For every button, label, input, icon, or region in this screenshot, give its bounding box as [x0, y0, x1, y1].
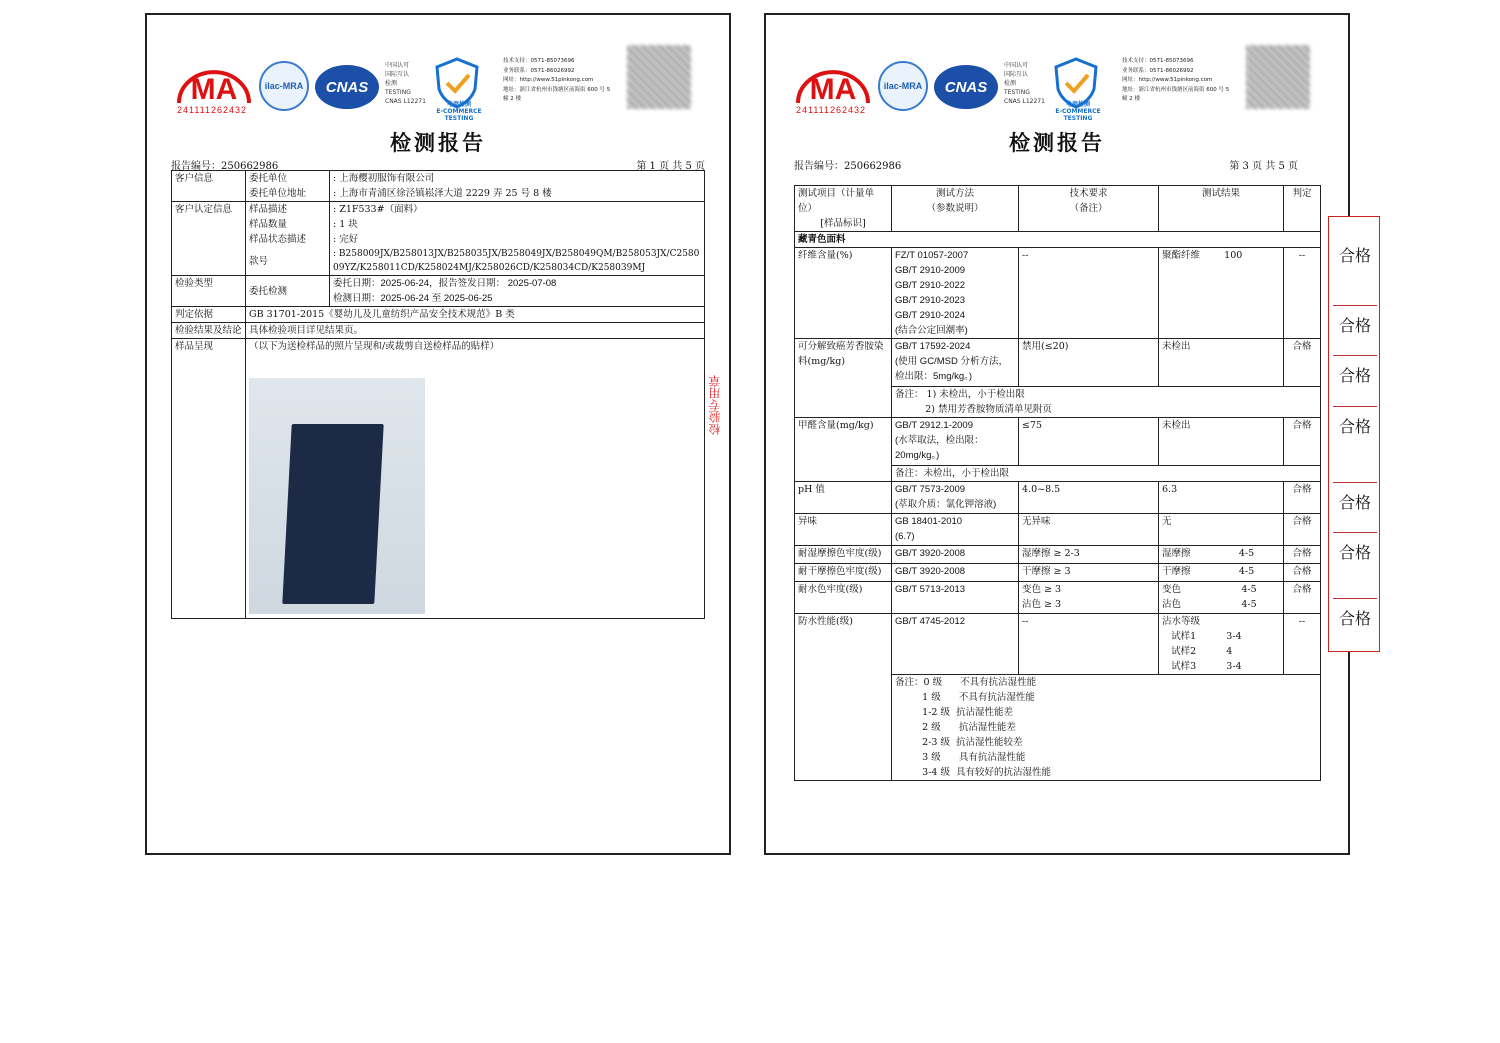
- inspect-type-value: 委托检测: [246, 276, 330, 307]
- fabric-sample: [282, 424, 383, 604]
- empty-cell: [795, 387, 892, 418]
- test-results-table: [794, 185, 1321, 781]
- cell-item: 耐水色牢度(级): [795, 582, 892, 614]
- cell-judge: 合格: [1284, 514, 1321, 546]
- contact-info: 技术支持：0571-85073696 业务联系：0571-86026992 网址：http://www.51pinkong.com 地址：浙江省杭州市钱塘区前海街 600 号 5 幢 2 楼: [503, 58, 611, 102]
- table-row: [795, 582, 1321, 614]
- empty-cell: [795, 675, 892, 781]
- cell-result: 沾水等级 试样1 3-4 试样2 4 试样3 3-4: [1159, 614, 1284, 675]
- table-row: [795, 387, 1321, 418]
- col-head-requirement: 技术要求 （备注）: [1019, 186, 1159, 232]
- cell-judge: 合格: [1284, 582, 1321, 614]
- report-number: 报告编号：250662986: [171, 161, 279, 172]
- row-note: 备注：未检出，小于检出限: [892, 466, 1321, 482]
- report-meta: [794, 157, 1298, 172]
- pass-labels-column: [1328, 216, 1380, 652]
- report-header: [175, 55, 701, 125]
- cell-method: GB/T 2912.1-2009 (水萃取法，检出限：20mg/kg。): [892, 418, 1019, 466]
- col-head-method: 测试方法 （参数说明）: [892, 186, 1019, 232]
- cell-req: --: [1019, 248, 1159, 339]
- recognition-text: 中国认可 国际互认 检测 TESTING CNAS L12271: [385, 62, 426, 105]
- client-addr-label: 委托单位地址: [246, 186, 330, 202]
- page-number: 第 1 页 共 5 页: [636, 161, 705, 172]
- cell-item: 可分解致癌芳香胺染料(mg/kg): [795, 339, 892, 387]
- cell-req: 无异味: [1019, 514, 1159, 546]
- client-info-table: [171, 170, 705, 619]
- cell-judge: 合格: [1284, 482, 1321, 514]
- cell-result: 6.3: [1159, 482, 1284, 514]
- table-row: [795, 514, 1321, 546]
- cell-result: 变色 4-5 沾色 4-5: [1159, 582, 1284, 614]
- cell-method: GB/T 17592-2024 (使用 GC/MSD 分析方法，检出限：5mg/kg。): [892, 339, 1019, 387]
- divider: [1333, 532, 1377, 533]
- col-head-judge: 判定: [1284, 186, 1321, 232]
- result-label: 检验结果及结论: [172, 323, 246, 339]
- cell-req: ≤75: [1019, 418, 1159, 466]
- cell-judge: --: [1284, 614, 1321, 675]
- cell-method: GB/T 4745-2012: [892, 614, 1019, 675]
- page-title: 检测报告: [1009, 131, 1105, 155]
- table-row: [795, 564, 1321, 582]
- client-confirm-label: 客户认定信息: [172, 202, 246, 276]
- table-row: [795, 675, 1321, 781]
- table-row: [795, 248, 1321, 339]
- table-row: [795, 418, 1321, 466]
- cell-method: GB/T 5713-2013: [892, 582, 1019, 614]
- table-row: [795, 546, 1321, 564]
- col-head-item: 测试项目（计量单位） [样品标识]: [795, 186, 892, 232]
- cell-method: GB/T 7573-2009 (萃取介质：氯化钾溶液): [892, 482, 1019, 514]
- sample-show-cell: [246, 339, 705, 619]
- sample-show-note: （以下为送检样品的照片呈现和/或裁剪自送检样品的贴样）: [249, 341, 500, 352]
- cell-judge: 合格: [1284, 564, 1321, 582]
- cell-item: pH 值: [795, 482, 892, 514]
- result-value: 具体检验项目详见结果页。: [246, 323, 705, 339]
- model-label: 款号: [246, 247, 330, 276]
- cell-req: 禁用(≤20): [1019, 339, 1159, 387]
- ilac-mra-logo: ilac-MRA: [259, 61, 309, 111]
- qr-code: [627, 45, 691, 109]
- cell-result: 湿摩擦 4-5: [1159, 546, 1284, 564]
- cell-req: 湿摩擦 ≥ 2-3: [1019, 546, 1159, 564]
- cell-judge: 合格: [1284, 546, 1321, 564]
- cell-item: 耐湿摩擦色牢度(级): [795, 546, 892, 564]
- page-title: 检测报告: [390, 131, 486, 155]
- divider: [1333, 355, 1377, 356]
- sample-state: : 完好: [330, 232, 705, 247]
- sample-qty: : 1 块: [330, 217, 705, 232]
- inspect-type-label: 检验类型: [172, 276, 246, 307]
- water-grade-note: 备注：0 级 不具有抗沾湿性能 1 级 不具有抗沾湿性能 1-2 级 抗沾湿性能差 2 级 抗沾湿性能差 2-3 级 抗沾湿性能较差 3 级 具有抗沾湿性能 3-4 级 具有较好的抗沾湿性能: [892, 675, 1321, 781]
- client-unit: : 上海樱初服饰有限公司: [330, 171, 705, 187]
- cell-result: 未检出: [1159, 418, 1284, 466]
- cell-req: --: [1019, 614, 1159, 675]
- table-row: [795, 614, 1321, 675]
- cnas-logo: CNAS: [315, 65, 379, 109]
- cma-number: 241111262432: [796, 105, 867, 115]
- cell-req: 变色 ≥ 3 沾色 ≥ 3: [1019, 582, 1159, 614]
- empty-cell: [795, 466, 892, 482]
- ecommerce-testing-label: 电商检测 E-COMMERCE TESTING: [1055, 101, 1101, 122]
- cma-number: 241111262432: [177, 105, 248, 115]
- cell-method: GB/T 3920-2008: [892, 546, 1019, 564]
- cell-result: 未检出: [1159, 339, 1284, 387]
- pass-label: 合格: [1338, 543, 1371, 562]
- report-page-3: [764, 13, 1350, 855]
- cell-result: 无: [1159, 514, 1284, 546]
- cell-method: GB 18401-2010 (6.7): [892, 514, 1019, 546]
- client-addr: : 上海市青浦区徐泾镇崧泽大道 2229 弄 25 号 8 楼: [330, 186, 705, 202]
- qr-code: [1246, 45, 1310, 109]
- report-page-1: [145, 13, 731, 855]
- client-info-label: 客户信息: [172, 171, 246, 202]
- table-row: [795, 482, 1321, 514]
- report-header: [794, 55, 1320, 125]
- ecommerce-testing-label: 电商检测 E-COMMERCE TESTING: [436, 101, 482, 122]
- pass-label: 合格: [1338, 417, 1371, 436]
- judge-basis-value: GB 31701-2015《婴幼儿及儿童纺织产品安全技术规范》B 类: [246, 307, 705, 323]
- col-head-result: 测试结果: [1159, 186, 1284, 232]
- cell-req: 干摩擦 ≥ 3: [1019, 564, 1159, 582]
- table-header-row: [795, 186, 1321, 232]
- cell-item: 甲醛含量(mg/kg): [795, 418, 892, 466]
- judge-basis-label: 判定依据: [172, 307, 246, 323]
- cell-item: 耐干摩擦色牢度(级): [795, 564, 892, 582]
- model-numbers: : B258009JX/B258013JX/B258035JX/B258049JX/B258049QM/B258053JX/C258009YZ/K258011CD/K258024MJ/K258026CD/K258034CD/K258039MJ: [330, 247, 705, 276]
- row-note: 备注： 1) 未检出，小于检出限 2) 禁用芳香胺物质清单见附页: [892, 387, 1321, 418]
- page-number: 第 3 页 共 5 页: [1229, 161, 1298, 172]
- sample-qty-label: 样品数量: [246, 217, 330, 232]
- cell-method: GB/T 3920-2008: [892, 564, 1019, 582]
- cnas-logo: CNAS: [934, 65, 998, 109]
- pass-label: 合格: [1338, 246, 1371, 265]
- sample-show-label: 样品呈现: [172, 339, 246, 619]
- cell-judge: --: [1284, 248, 1321, 339]
- sample-desc: : Z1F533#（面料）: [330, 202, 705, 218]
- cell-judge: 合格: [1284, 418, 1321, 466]
- pass-label: 合格: [1338, 316, 1371, 335]
- cell-item: 防水性能(级): [795, 614, 892, 675]
- recognition-text: 中国认可 国际互认 检测 TESTING CNAS L12271: [1004, 62, 1045, 105]
- ilac-mra-logo: ilac-MRA: [878, 61, 928, 111]
- cell-method: FZ/T 01057-2007 GB/T 2910-2009 GB/T 2910-2022 GB/T 2910-2023 GB/T 2910-2024 (结合公定回潮率): [892, 248, 1019, 339]
- inspect-dates: 委托日期：2025-06-24，报告签发日期： 2025-07-08 检测日期：2025-06-24 至 2025-06-25: [330, 276, 705, 307]
- divider: [1333, 406, 1377, 407]
- svg-text:MA: MA: [809, 73, 857, 106]
- table-row: [795, 466, 1321, 482]
- pass-label: 合格: [1338, 493, 1371, 512]
- pass-label: 合格: [1338, 609, 1371, 628]
- inspection-stamp-partial: 检验专用章: [708, 375, 722, 435]
- sample-state-label: 样品状态描述: [246, 232, 330, 247]
- contact-info: 技术支持：0571-85073696 业务联系：0571-86026992 网址：http://www.51pinkong.com 地址：浙江省杭州市钱塘区前海街 600 号 5 幢 2 楼: [1122, 58, 1230, 102]
- cell-judge: 合格: [1284, 339, 1321, 387]
- report-number: 报告编号：250662986: [794, 161, 902, 172]
- pass-label: 合格: [1338, 366, 1371, 385]
- cell-item: 纤维含量(%): [795, 248, 892, 339]
- cell-item: 异味: [795, 514, 892, 546]
- cell-result: 干摩擦 4-5: [1159, 564, 1284, 582]
- sample-photo: [249, 378, 425, 614]
- table-row: [795, 339, 1321, 387]
- divider: [1333, 305, 1377, 306]
- svg-text:MA: MA: [190, 73, 238, 106]
- divider: [1333, 482, 1377, 483]
- divider: [1333, 598, 1377, 599]
- cell-result: 聚酯纤维 100: [1159, 248, 1284, 339]
- section-title: 藏青色面料: [795, 232, 1321, 248]
- cell-req: 4.0~8.5: [1019, 482, 1159, 514]
- client-unit-label: 委托单位: [246, 171, 330, 187]
- sample-desc-label: 样品描述: [246, 202, 330, 218]
